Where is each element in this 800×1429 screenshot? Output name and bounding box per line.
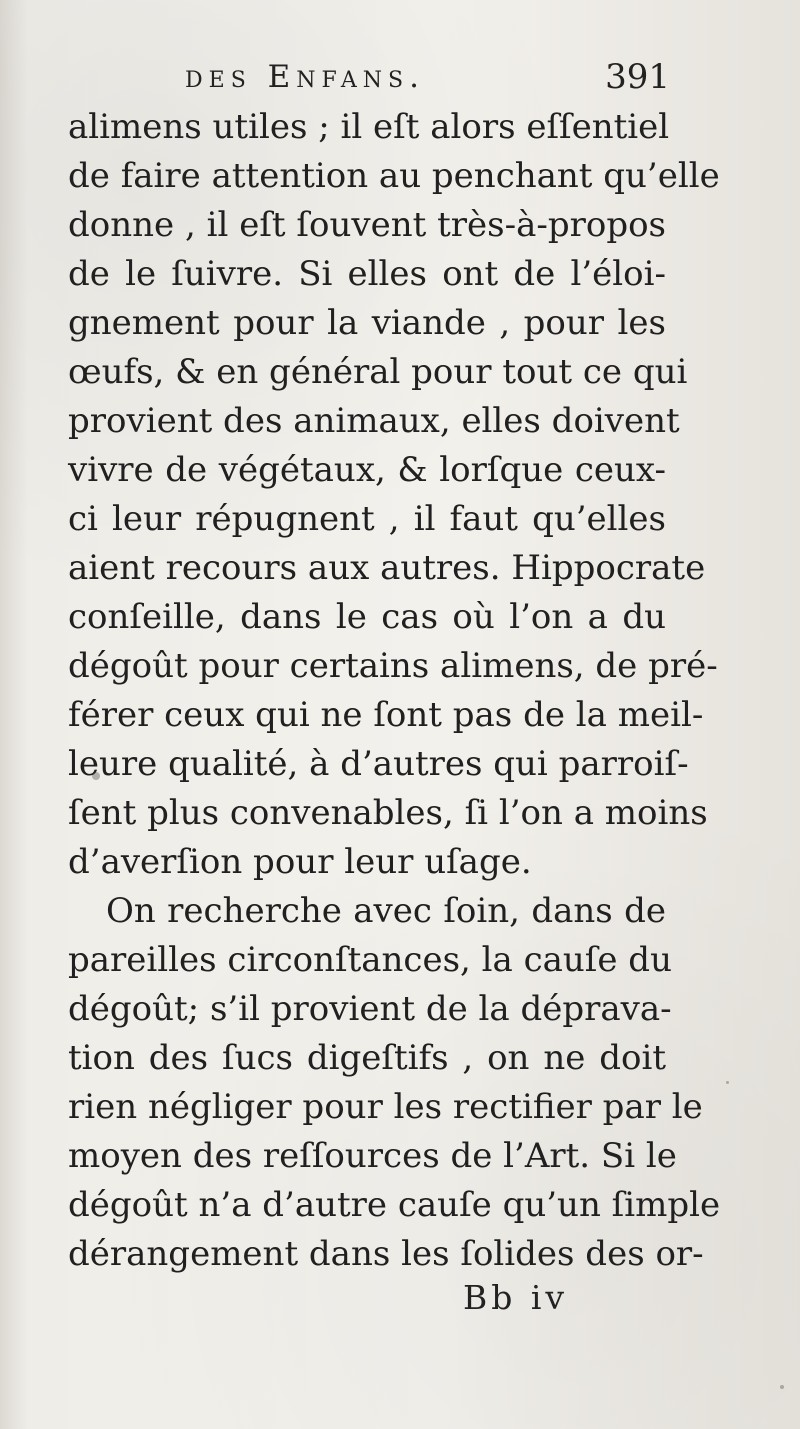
text-line-16: d’averſion pour leur uſage. <box>68 842 532 882</box>
text-line-10: aient recours aux autres. Hippocrate <box>68 548 706 588</box>
text-line-24: dérangement dans les ſolides des or- <box>68 1234 704 1274</box>
text-line-3: donne , il eſt ſouvent très-à-propos <box>68 205 666 245</box>
signature-mark: Bb iv <box>463 1278 569 1317</box>
text-line-17: On recherche avec ſoin, dans de <box>106 891 666 931</box>
text-line-6: œufs, & en général pour tout ce qui <box>68 352 688 392</box>
paper-speck <box>92 772 100 780</box>
text-line-13: férer ceux qui ne ſont pas de la meil- <box>68 695 704 735</box>
text-line-8: vivre de végétaux, & lorſque ceux- <box>68 450 666 490</box>
text-line-9: ci leur répugnent , il faut qu’elles <box>68 499 666 539</box>
text-line-20: tion des ſucs digeſtifs , on ne doit <box>68 1038 666 1078</box>
running-head: des Enfans. <box>185 59 425 95</box>
text-line-11: conſeille, dans le cas où l’on a du <box>68 597 666 637</box>
paper-speck <box>726 1081 729 1084</box>
text-line-1: alimens utiles ; il eſt alors eſſentiel <box>68 107 670 147</box>
text-line-12: dégoût pour certains alimens, de pré- <box>68 646 718 686</box>
text-line-23: dégoût n’a d’autre cauſe qu’un ſimple <box>68 1185 721 1225</box>
text-line-2: de faire attention au penchant qu’elle <box>68 156 720 196</box>
page-header <box>0 55 800 103</box>
text-line-21: rien négliger pour les rectifier par le <box>68 1087 703 1127</box>
text-line-7: provient des animaux, elles doivent <box>68 401 680 441</box>
text-line-14: leure qualité, à d’autres qui parroiſ- <box>68 744 689 784</box>
text-line-19: dégoût; s’il provient de la déprava- <box>68 989 672 1029</box>
text-line-22: moyen des reſſources de l’Art. Si le <box>68 1136 677 1176</box>
text-line-18: pareilles circonſtances, la cauſe du <box>68 940 672 980</box>
paper-speck <box>780 1385 784 1389</box>
text-line-4: de le ſuivre. Si elles ont de l’éloi- <box>68 254 666 294</box>
body-text <box>68 103 721 1279</box>
text-line-15: ſent plus convenables, ſi l’on a moins <box>68 793 708 833</box>
page-number: 391 <box>605 57 670 97</box>
text-line-5: gnement pour la viande , pour les <box>68 303 666 343</box>
